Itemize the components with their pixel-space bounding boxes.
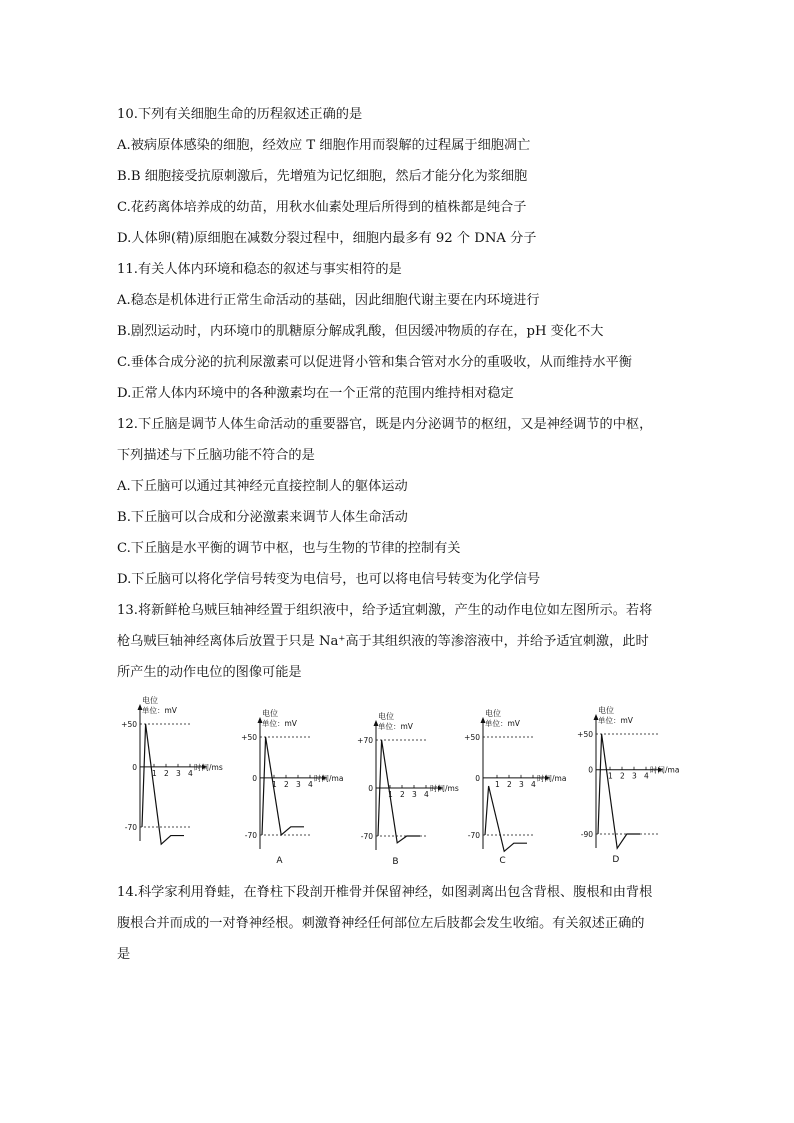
q11-option-b: B.剧烈运动时，内环境巾的肌糖原分解成乳酸，但因缓冲物质的存在，pH 变化不大 [117, 324, 604, 339]
graph-option-label: A [276, 856, 283, 866]
x-tick-label: 2 [620, 771, 625, 781]
x-tick-label: 2 [284, 779, 289, 789]
q10-option-c: C.花药离体培养成的幼苗，用秋水仙素处理后所得到的植株都是纯合子 [117, 200, 527, 215]
x-tick-label: 4 [424, 790, 429, 799]
x-tick-label: 3 [632, 771, 637, 781]
y-tick-label: 0 [475, 773, 480, 783]
q10-option-a: A.被病原体感染的细胞，经效应 T 细胞作用而裂解的过程属于细胞凋亡 [117, 138, 531, 153]
y-tick-label: +70 [357, 736, 373, 745]
y-tick-label: +50 [241, 733, 257, 742]
graph-option-label: D [612, 855, 620, 865]
potential-curve [142, 724, 184, 844]
q13-stem-line1: 13.将新鲜枪乌贼巨轴神经置于组织液中，给予适宜刺激，产生的动作电位如左图所示。若将 [117, 603, 653, 618]
x-tick-label: 1 [495, 779, 500, 789]
graph-option-label: B [392, 857, 399, 867]
y-tick-label: -70 [124, 823, 137, 832]
graph-option-b [348, 708, 459, 867]
x-tick-label: 2 [164, 768, 169, 778]
q11-option-a: A.稳态是机体进行正常生命活动的基础，因此细胞代谢主要在内环境进行 [117, 293, 540, 308]
potential-curve [485, 786, 527, 851]
x-axis-title: 时间/ma [314, 773, 344, 783]
graph-original [112, 692, 223, 857]
q11-option-d: D.正常人体内环境中的各种激素均在一个正常的范围内维持相对稳定 [117, 386, 514, 401]
x-tick-label: 4 [188, 768, 193, 778]
y-tick-label: 0 [588, 765, 593, 775]
y-axis-unit: 单位：mV [142, 706, 177, 715]
x-axis-title: 时间/ma [650, 765, 680, 775]
y-tick-label: -90 [580, 830, 593, 839]
y-tick-label: 0 [132, 762, 137, 772]
graph-option-c [455, 705, 567, 866]
y-tick-label: +50 [577, 730, 593, 739]
x-tick-label: 2 [400, 790, 405, 799]
y-axis-title: 电位 [142, 696, 158, 705]
x-tick-label: 3 [296, 779, 301, 789]
y-axis-title: 电位 [378, 712, 394, 721]
y-tick-label: -70 [244, 831, 257, 840]
x-tick-label: 1 [272, 779, 277, 789]
q14-stem-line2: 腹根合并而成的一对脊神经根。刺激脊神经任何部位左后肢都会发生收缩。有关叙述正确的 [117, 916, 645, 931]
x-tick-label: 2 [507, 779, 512, 789]
y-axis-unit: 单位：mV [378, 722, 413, 731]
x-tick-label: 1 [152, 768, 157, 778]
q12-stem-line2: 下列描述与下丘脑功能不符合的是 [117, 448, 315, 463]
q12-stem-line1: 12.下丘脑是调节人体生命活动的重要器官，既是内分泌调节的枢纽，又是神经调节的中枢， [117, 417, 653, 432]
y-tick-label: -70 [467, 831, 480, 840]
q13-stem-line3: 所产生的动作电位的图像可能是 [117, 665, 302, 680]
y-axis-title: 电位 [262, 709, 278, 718]
q12-option-b: B.下丘脑可以合成和分泌激素来调节人体生命活动 [117, 510, 408, 525]
x-tick-label: 3 [412, 790, 417, 799]
x-tick-label: 4 [644, 771, 649, 781]
q12-option-a: A.下丘脑可以通过其神经元直接控制人的躯体运动 [117, 479, 408, 494]
q12-option-d: D.下丘脑可以将化学信号转变为电信号，也可以将电信号转变为化学信号 [117, 572, 541, 587]
y-tick-label: +50 [464, 733, 480, 742]
y-tick-label: 0 [368, 784, 373, 793]
x-tick-label: 1 [388, 790, 393, 799]
q14-stem-line1: 14.科学家利用脊蛙，在脊柱下段剖开椎骨并保留神经，如图剥离出包含背根、腹根和由背根 [117, 885, 653, 900]
graph-option-label: C [499, 856, 506, 866]
q11-option-c: C.垂体合成分泌的抗利尿激素可以促进肾小管和集合管对水分的重吸收，从而维持水平衡 [117, 355, 632, 370]
y-tick-label: +50 [121, 720, 137, 729]
x-tick-label: 1 [608, 771, 613, 781]
potential-curve [598, 734, 640, 848]
x-axis-title: 时间/ms [430, 784, 459, 793]
x-tick-label: 3 [176, 768, 181, 778]
y-tick-label: -70 [360, 832, 373, 841]
y-axis-unit: 单位：mV [485, 719, 520, 728]
x-tick-label: 4 [531, 779, 536, 789]
q12-option-c: C.下丘脑是水平衡的调节中枢，也与生物的节律的控制有关 [117, 541, 461, 556]
y-axis-unit: 单位：mV [598, 716, 633, 725]
graph-option-d [568, 702, 680, 865]
q10-stem: 10.下列有关细胞生命的历程叙述正确的是 [117, 107, 363, 122]
y-axis-unit: 单位：mV [262, 719, 297, 728]
y-tick-label: 0 [252, 773, 257, 783]
y-axis-title: 电位 [598, 706, 614, 715]
y-axis-title: 电位 [485, 709, 501, 718]
x-axis-title: 时间/ms [194, 762, 223, 772]
q14-stem-line3: 是 [117, 947, 131, 962]
q11-stem: 11.有关人体内环境和稳态的叙述与事实相符的是 [117, 262, 402, 277]
q10-option-b: B.B 细胞接受抗原刺激后，先增殖为记忆细胞，然后才能分化为浆细胞 [117, 169, 528, 184]
q13-stem-line2: 枪乌贼巨轴神经离体后放置于只是 Na⁺高于其组织液的等渗溶液中，并给予适宜刺激，此时 [117, 634, 649, 649]
graph-option-a [232, 705, 344, 866]
x-tick-label: 4 [308, 779, 313, 789]
q10-option-d: D.人体卵(精)原细胞在减数分裂过程中，细胞内最多有 92 个 DNA 分子 [117, 231, 537, 246]
x-axis-title: 时间/ma [537, 773, 567, 783]
x-tick-label: 3 [519, 779, 524, 789]
